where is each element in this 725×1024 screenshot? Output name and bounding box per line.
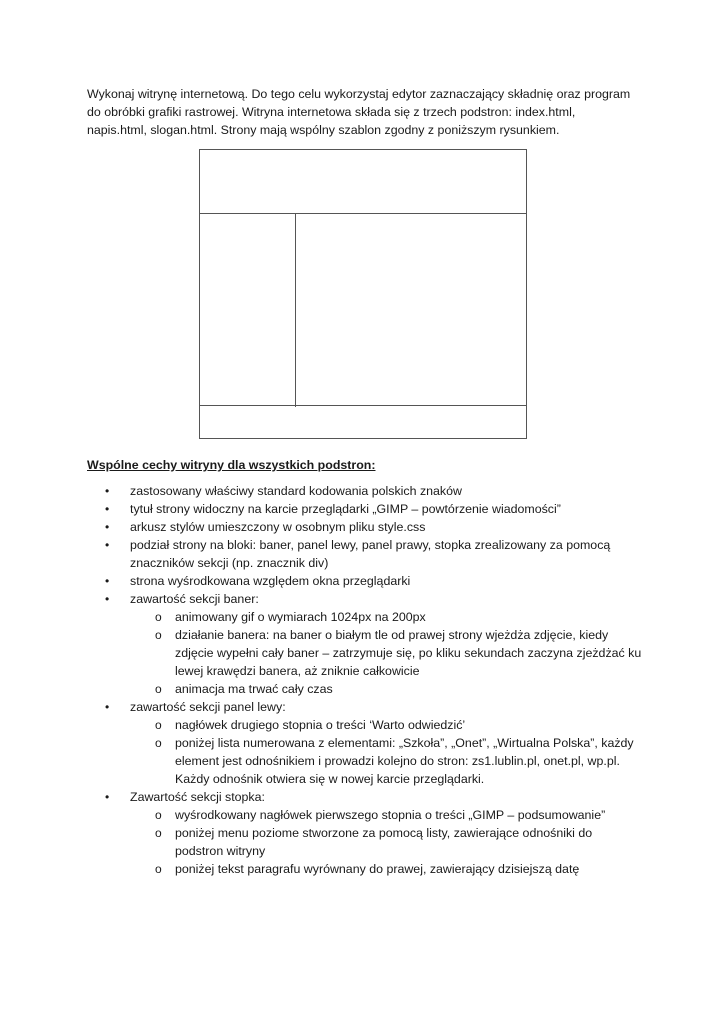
sub-list-item: o animacja ma trwać cały czas: [155, 682, 333, 696]
wireframe-banner: [200, 150, 526, 214]
sub-bullet-icon: o: [155, 808, 162, 822]
sub-list-item: o poniżej menu poziome stworzone za pomocą listy, zawierające odnośniki do podstron witryny: [155, 826, 593, 858]
bullet-icon: •: [105, 484, 110, 498]
sub-bullet-icon: o: [155, 826, 162, 840]
list-item: • strona wyśrodkowana względem okna przeglądarki: [105, 574, 411, 588]
sub-list-item: o działanie banera: na baner o białym tle od prawej strony wjeżdża zdjęcie, kiedy zdjęcie wypełni cały baner – zatrzymuje się, po kliku sekundach zaczyna zjeżdżać ku lewej krawędzi banera, aż zniknie całkowicie: [155, 628, 642, 678]
bullet-icon: •: [105, 574, 110, 588]
requirements-list: [87, 482, 647, 878]
sub-bullet-icon: o: [155, 736, 162, 750]
wireframe-footer: [200, 405, 526, 438]
sub-list-item: o nagłówek drugiego stopnia o treści ‘Warto odwiedzić’: [155, 718, 466, 732]
layout-wireframe: [199, 149, 527, 439]
intro-line: do obróbki grafiki rastrowej. Witryna internetowa składa się z trzech podstron: index.html,: [87, 105, 576, 119]
list-item: • zawartość sekcji baner: o animowany gif o wymiarach 1024px na 200px o działanie banera: na baner o białym tle od prawej strony wjeżdża zdjęcie, kiedy zdjęcie wypełni cały baner – zatrzymuje się, po kliku sekundach zaczyna zjeżdżać ku lewej krawędzi banera, aż zniknie całkowicie o animacja ma trwać cały czas: [87, 590, 647, 698]
intro-line: napis.html, slogan.html. Strony mają wspólny szablon zgodny z poniższym rysunkiem.: [87, 123, 560, 137]
bullet-icon: •: [105, 592, 110, 606]
intro-line: Wykonaj witrynę internetową. Do tego celu wykorzystaj edytor zaznaczający składnię oraz program: [87, 87, 631, 101]
wireframe-left-panel: [200, 213, 296, 407]
list-item: • tytuł strony widoczny na karcie przeglądarki „GIMP – powtórzenie wiadomości”: [105, 502, 561, 516]
bullet-icon: •: [105, 538, 110, 552]
intro-paragraph: [87, 85, 647, 139]
sub-list: [130, 608, 647, 698]
list-item: • arkusz stylów umieszczony w osobnym pliku style.css: [105, 520, 426, 534]
sub-bullet-icon: o: [155, 682, 162, 696]
sub-list: [130, 806, 647, 878]
document-page: [87, 85, 647, 878]
sub-list-item: o wyśrodkowany nagłówek pierwszego stopnia o treści „GIMP – podsumowanie”: [155, 808, 606, 822]
list-item: • zastosowany właściwy standard kodowania polskich znaków: [105, 484, 462, 498]
bullet-icon: •: [105, 700, 110, 714]
sub-list-item: o animowany gif o wymiarach 1024px na 200px: [155, 610, 426, 624]
section-heading: Wspólne cechy witryny dla wszystkich podstron:: [87, 458, 376, 472]
bullet-icon: •: [105, 520, 110, 534]
sub-bullet-icon: o: [155, 610, 162, 624]
sub-bullet-icon: o: [155, 862, 162, 876]
sub-list-item: o poniżej tekst paragrafu wyrównany do prawej, zawierający dzisiejszą datę: [155, 862, 580, 876]
bullet-icon: •: [105, 790, 110, 804]
sub-bullet-icon: o: [155, 628, 162, 642]
bullet-icon: •: [105, 502, 110, 516]
sub-list-item: o poniżej lista numerowana z elementami: „Szkoła”, „Onet”, „Wirtualna Polska”, każdy element jest odnośnikiem i prowadzi kolejno do stron: zs1.lublin.pl, onet.pl, wp.pl. Każdy odnośnik otwiera się w nowej karcie przeglądarki.: [155, 736, 634, 786]
list-item: • podział strony na bloki: baner, panel lewy, panel prawy, stopka zrealizowany za pomocą znaczników sekcji (np. znacznik div): [105, 538, 611, 570]
list-item: • zawartość sekcji panel lewy: o nagłówek drugiego stopnia o treści ‘Warto odwiedzić’ o poniżej lista numerowana z elementami: „Szkoła”, „Onet”, „Wirtualna Polska”, każdy element jest odnośnikiem i prowadzi kolejno do stron: zs1.lublin.pl, onet.pl, wp.pl. Każdy odnośnik otwiera się w nowej karcie przeglądarki.: [87, 698, 647, 788]
sub-bullet-icon: o: [155, 718, 162, 732]
wireframe-right-panel: [296, 213, 526, 407]
list-item: • Zawartość sekcji stopka: o wyśrodkowany nagłówek pierwszego stopnia o treści „GIMP – podsumowanie” o poniżej menu poziome stworzone za pomocą listy, zawierające odnośniki do podstron witryny o poniżej tekst paragrafu wyrównany do prawej, zawierający dzisiejszą datę: [87, 788, 647, 878]
sub-list: [130, 716, 647, 788]
